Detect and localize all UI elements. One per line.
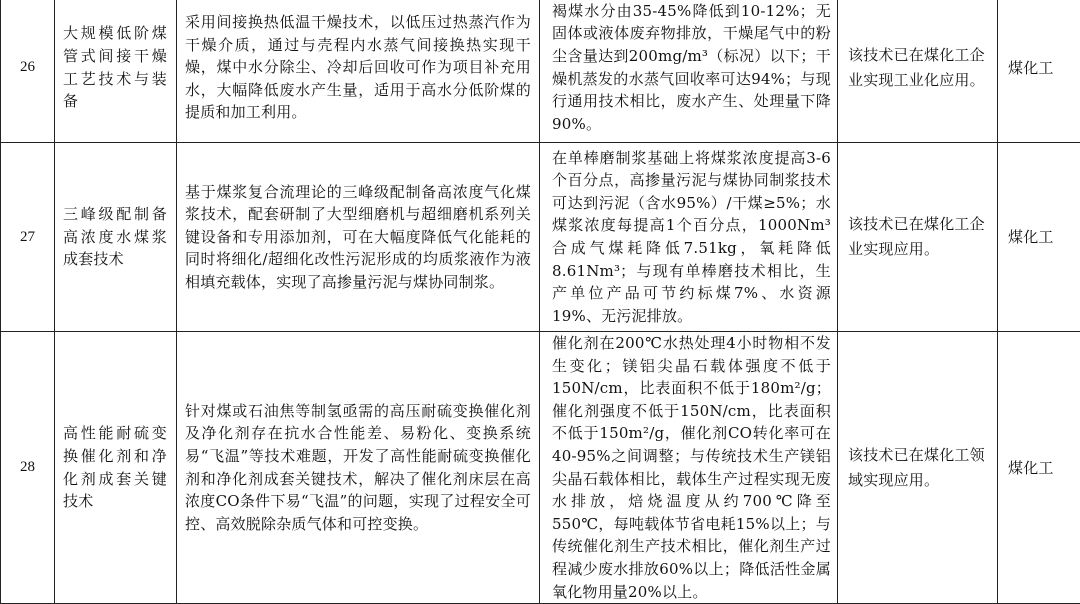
industry-category-cell <box>998 0 1080 143</box>
technology-name-cell <box>55 332 177 604</box>
technology-name: 三峰级配制备高浓度水煤浆成套技术 <box>55 203 176 271</box>
technology-name-cell <box>55 0 177 143</box>
technology-description: 针对煤或石油焦等制氢亟需的高压耐硫变换催化剂及净化剂存在抗水合性能差、易粉化、变换系统易“飞温”等技术难题，开发了高性能耐硫变换催化剂和净化剂成套关键技术，解决了催化剂床层在高浓度CO条件下易“飞温”的问题，实现了过程安全可控、高效脱除杂质气体和可控变换。 <box>177 400 539 536</box>
technology-effect: 在单棒磨制浆基础上将煤浆浓度提高3-6个百分点，高掺量污泥与煤协同制浆技术可达到污泥（含水95%）/干煤≥5%；水煤浆浓度每提高1个百分点，1000Nm³合成气煤耗降低7.51kg，氧耗降低8.61Nm³；与现有单棒磨技术相比，生产单位产品可节约标煤7%、水资源19%、无污泥排放。 <box>540 147 837 328</box>
technology-description-cell <box>177 332 540 604</box>
technology-name: 高性能耐硫变换催化剂和净化剂成套关键技术 <box>55 422 176 512</box>
industry-category: 煤化工 <box>998 226 1080 248</box>
technology-effect: 褐煤水分由35-45%降低到10-12%；无固体或液体废弃物排放，干燥尾气中的粉尘含量达到200mg/m³（标况）以下；干燥机蒸发的水蒸气回收率可达94%；与现行通用技术相比，废水产生、处理量下降90%。 <box>540 0 837 135</box>
industry-category-cell <box>998 332 1080 604</box>
technology-description-cell <box>177 143 540 332</box>
technology-effect-cell <box>540 332 838 604</box>
table-row <box>1 143 1080 332</box>
technology-effect-cell <box>540 0 838 143</box>
industry-category-cell <box>998 143 1080 332</box>
industry-category: 煤化工 <box>998 57 1080 79</box>
application-status: 该技术已在煤化工领域实现应用。 <box>838 443 997 493</box>
technology-effect: 催化剂在200℃水热处理4小时物相不发生变化；镁铝尖晶石载体强度不低于150N/cm，比表面积不低于180m²/g；催化剂强度不低于150N/cm，比表面积不低于150m²/g，催化剂CO转化率可在40-95%之间调整；与传统技术生产镁铝尖晶石载体相比，载体生产过程实现无废水排放，焙烧温度从约700℃降至550℃，每吨载体节省电耗15%以上；与传统催化剂生产技术相比，催化剂生产过程减少废水排放60%以上；降低活性金属氧化物用量20%以上。 <box>540 332 837 603</box>
application-status: 该技术已在煤化工企业实现应用。 <box>838 212 997 262</box>
industry-category: 煤化工 <box>998 457 1080 479</box>
technology-name-cell <box>55 143 177 332</box>
row-number: 27 <box>1 143 55 332</box>
table-row <box>1 332 1080 604</box>
application-status-cell <box>838 332 998 604</box>
technology-description-cell <box>177 0 540 143</box>
technology-description: 基于煤浆复合流理论的三峰级配制备高浓度气化煤浆技术，配套研制了大型细磨机与超细磨机系列关键设备和专用添加剂，可在大幅度降低气化能耗的同时将细化/超细化改性污泥形成的均质浆液作为液相填充载体，实现了高掺量污泥与煤协同制浆。 <box>177 181 539 294</box>
row-number: 26 <box>1 0 55 143</box>
row-number: 28 <box>1 332 55 604</box>
application-status: 该技术已在煤化工企业实现工业化应用。 <box>838 43 997 93</box>
technology-description: 采用间接换热低温干燥技术，以低压过热蒸汽作为干燥介质，通过与壳程内水蒸气间接换热实现干燥，煤中水分除尘、冷却后回收可作为项目补充用水，大幅降低废水产生量，适用于高水分低阶煤的提质和加工利用。 <box>177 11 539 124</box>
application-status-cell <box>838 0 998 143</box>
technology-name: 大规模低阶煤管式间接干燥工艺技术与装备 <box>55 22 176 112</box>
technology-effect-cell <box>540 143 838 332</box>
application-status-cell <box>838 143 998 332</box>
table-row <box>1 0 1080 143</box>
